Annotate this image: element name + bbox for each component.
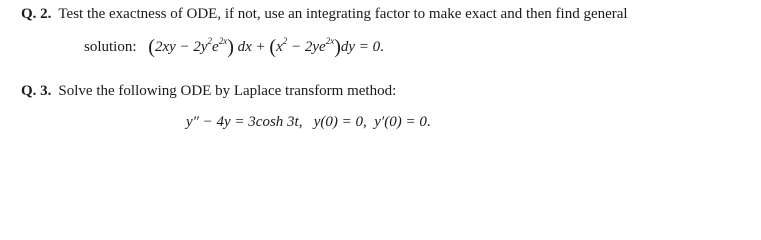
initial-condition-2: y′(0) = 0 bbox=[374, 114, 427, 130]
question-2-text: Test the exactness of ODE, if not, use an integrating factor to make exact and then find general bbox=[58, 6, 628, 22]
initial-condition-1: y(0) = 0, bbox=[313, 114, 367, 130]
question-3-text: Solve the following ODE by Laplace transform method: bbox=[58, 83, 397, 99]
question-3-equation: y″ − 4y = 3cosh 3t, y(0) = 0, y′(0) = 0. bbox=[186, 114, 431, 130]
question-3-number: Q. 3. bbox=[21, 83, 52, 99]
question-2 bbox=[21, 6, 628, 23]
question-2-equation: $(2xy - 2y^2e^{2x})$ dx + $(x^2 - 2ye^{2x})dy = 0$. bbox=[148, 36, 384, 58]
question-3-ode: y″ − 4y = 3cosh 3t, bbox=[186, 114, 303, 130]
question-3 bbox=[21, 83, 396, 100]
question-2-number: Q. 2. bbox=[21, 6, 52, 22]
question-2-solution-line bbox=[84, 36, 384, 59]
solution-label: solution: bbox=[84, 39, 137, 55]
